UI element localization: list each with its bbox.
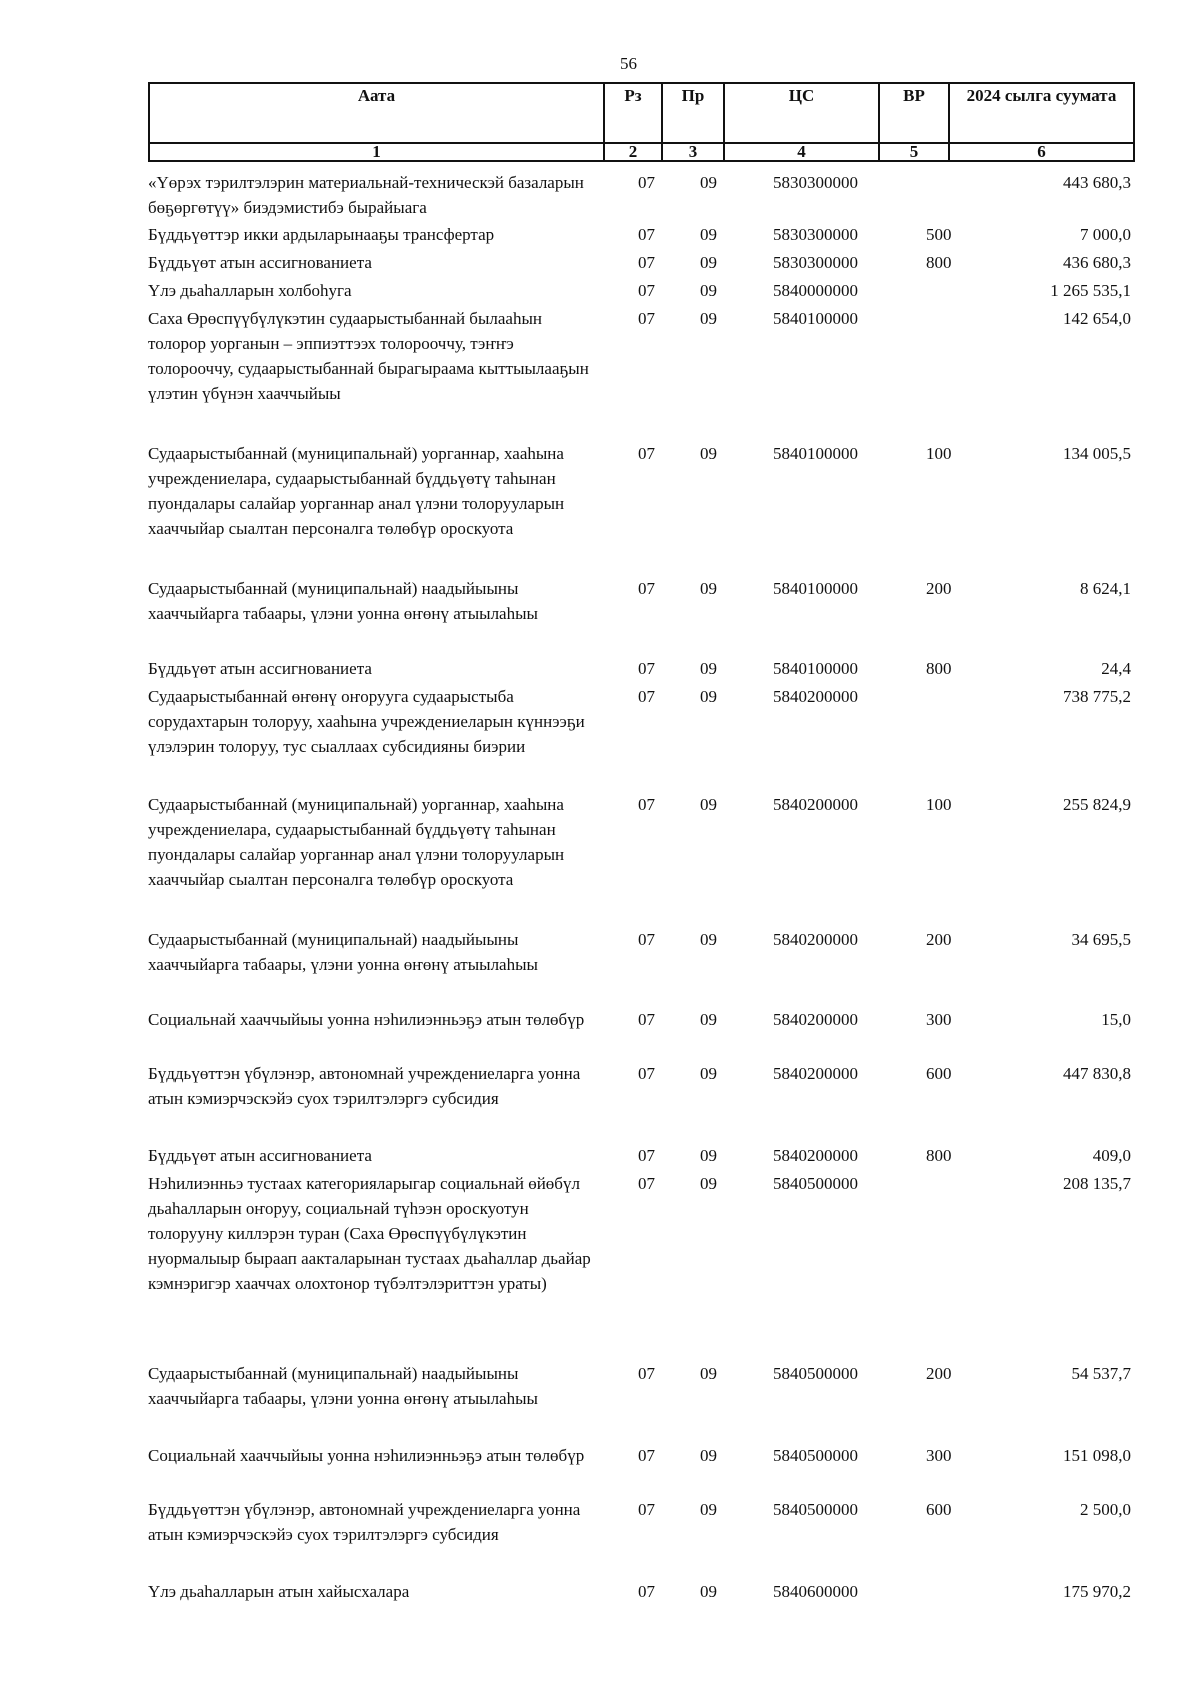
row-vr: 600 — [926, 1064, 952, 1083]
row-rz: 07 — [638, 1364, 655, 1383]
row-vr: 300 — [926, 1010, 952, 1029]
row-cs: 5840200000 — [773, 795, 858, 814]
row-name: Бүддьүөттэн үбүлэнэр, автономнай учреждениеларга уонна атын кэмиэрчэскэйэ суох тэрилтэлэргэ субсидия — [148, 1500, 581, 1544]
row-vr: 100 — [926, 795, 952, 814]
row-sum: 2 500,0 — [1080, 1500, 1131, 1519]
row-cs: 5840100000 — [773, 579, 858, 598]
row-pr: 09 — [700, 225, 717, 244]
row-rz: 07 — [638, 253, 655, 272]
header-num-6: 6 — [949, 143, 1134, 161]
row-vr: 800 — [926, 1146, 952, 1165]
row-cs: 5840200000 — [773, 1010, 858, 1029]
row-sum: 436 680,3 — [1063, 253, 1131, 272]
table-row — [148, 278, 1133, 306]
row-vr: 100 — [926, 444, 952, 463]
row-pr: 09 — [700, 659, 717, 678]
row-rz: 07 — [638, 173, 655, 192]
row-sum: 1 265 535,1 — [1050, 281, 1131, 300]
row-cs: 5830300000 — [773, 225, 858, 244]
row-rz: 07 — [638, 1010, 655, 1029]
row-vr: 200 — [926, 1364, 952, 1383]
row-name: Судаарыстыбаннай (муниципальнай) уорганнар, хааһына учреждениелара, судаарыстыбаннай бүддьүөтү таһынан пуондалары салайар уорганнар анал үлэни толорууларын хааччыйар сыалтан персоналга төлөбүр ороскуота — [148, 795, 565, 889]
header-num-4: 4 — [724, 143, 879, 161]
row-cs: 5840100000 — [773, 444, 858, 463]
row-vr: 800 — [926, 659, 952, 678]
row-rz: 07 — [638, 281, 655, 300]
row-name: Судаарыстыбаннай (муниципальнай) наадыйыыны хааччыйарга табаары, үлэни уонна өҥөнү атыылаһыы — [148, 579, 538, 623]
row-vr: 600 — [926, 1500, 952, 1519]
header-cs: ЦС — [724, 83, 879, 143]
row-rz: 07 — [638, 1446, 655, 1465]
row-name: Бүддьүөт атын ассигнованиета — [148, 659, 372, 678]
row-sum: 8 624,1 — [1080, 579, 1131, 598]
table-row — [148, 250, 1133, 278]
row-rz: 07 — [638, 1500, 655, 1519]
row-name: «Үөрэх тэрилтэлэрин материальнай-техническэй базаларын бөҕөргөтүү» биэдэмистибэ бырайыага — [148, 173, 584, 217]
table-row — [148, 1143, 1133, 1171]
row-name: Үлэ дьаһалларын холбоһуга — [148, 281, 352, 300]
header-sum: 2024 сылга суумата — [949, 83, 1134, 143]
row-pr: 09 — [700, 281, 717, 300]
table-row — [148, 222, 1133, 250]
row-cs: 5840200000 — [773, 1064, 858, 1083]
row-sum: 34 695,5 — [1071, 930, 1131, 949]
row-pr: 09 — [700, 1174, 717, 1193]
row-cs: 5840100000 — [773, 659, 858, 678]
row-cs: 5840500000 — [773, 1364, 858, 1383]
row-pr: 09 — [700, 1364, 717, 1383]
row-name: Судаарыстыбаннай (муниципальнай) наадыйыыны хааччыйарга табаары, үлэни уонна өҥөнү атыылаһыы — [148, 930, 538, 974]
row-cs: 5840000000 — [773, 281, 858, 300]
row-pr: 09 — [700, 444, 717, 463]
row-pr: 09 — [700, 1064, 717, 1083]
row-pr: 09 — [700, 930, 717, 949]
table-header — [148, 82, 1135, 162]
row-cs: 5840500000 — [773, 1174, 858, 1193]
row-pr: 09 — [700, 253, 717, 272]
header-num-3: 3 — [662, 143, 724, 161]
header-vr: ВР — [879, 83, 949, 143]
row-cs: 5840200000 — [773, 1146, 858, 1165]
table-row — [148, 1361, 1133, 1443]
table-row — [148, 792, 1133, 927]
row-pr: 09 — [700, 1446, 717, 1465]
table-row — [148, 1171, 1133, 1361]
row-sum: 15,0 — [1101, 1010, 1131, 1029]
table-row — [148, 684, 1133, 792]
table-row — [148, 170, 1133, 222]
row-cs: 5840500000 — [773, 1446, 858, 1465]
row-sum: 738 775,2 — [1063, 687, 1131, 706]
row-sum: 134 005,5 — [1063, 444, 1131, 463]
row-sum: 24,4 — [1101, 659, 1131, 678]
row-rz: 07 — [638, 1174, 655, 1193]
row-sum: 255 824,9 — [1063, 795, 1131, 814]
row-name: Социальнай хааччыйыы уонна нэһилиэнньэҕэ атын төлөбүр — [148, 1010, 585, 1029]
row-sum: 7 000,0 — [1080, 225, 1131, 244]
table-body — [148, 170, 1133, 1607]
table-row — [148, 1061, 1133, 1143]
row-pr: 09 — [700, 795, 717, 814]
row-rz: 07 — [638, 1582, 655, 1601]
row-vr: 200 — [926, 579, 952, 598]
row-pr: 09 — [700, 1582, 717, 1601]
row-vr: 800 — [926, 253, 952, 272]
header-num-5: 5 — [879, 143, 949, 161]
header-rz: Рз — [604, 83, 662, 143]
row-name: Судаарыстыбаннай (муниципальнай) наадыйыыны хааччыйарга табаары, үлэни уонна өҥөнү атыылаһыы — [148, 1364, 538, 1408]
row-rz: 07 — [638, 579, 655, 598]
row-vr: 500 — [926, 225, 952, 244]
row-name: Саха Өрөспүүбүлүкэтин судаарыстыбаннай былааһын толорор уорганын – эппиэттээх толорооччу, тэҥҥэ толорооччу, судаарыстыбаннай бырагыраама кыттыылааҕын үлэтин үбүнэн хааччыйыы — [148, 309, 589, 403]
row-name: Үлэ дьаһалларын атын хайысхалара — [148, 1582, 410, 1601]
table-row — [148, 927, 1133, 1007]
row-pr: 09 — [700, 1010, 717, 1029]
table-row — [148, 1007, 1133, 1061]
table-row — [148, 656, 1133, 684]
row-rz: 07 — [638, 1146, 655, 1165]
row-pr: 09 — [700, 579, 717, 598]
row-rz: 07 — [638, 225, 655, 244]
row-rz: 07 — [638, 930, 655, 949]
row-name: Бүддьүөттэр икки ардыларынааҕы трансфертар — [148, 225, 495, 244]
row-vr: 200 — [926, 930, 952, 949]
row-cs: 5840500000 — [773, 1500, 858, 1519]
row-sum: 443 680,3 — [1063, 173, 1131, 192]
row-name: Бүддьүөт атын ассигнованиета — [148, 253, 372, 272]
row-pr: 09 — [700, 687, 717, 706]
row-sum: 151 098,0 — [1063, 1446, 1131, 1465]
row-rz: 07 — [638, 687, 655, 706]
row-sum: 142 654,0 — [1063, 309, 1131, 328]
table-row — [148, 1443, 1133, 1497]
row-sum: 208 135,7 — [1063, 1174, 1131, 1193]
table-row — [148, 576, 1133, 656]
row-rz: 07 — [638, 795, 655, 814]
row-rz: 07 — [638, 1064, 655, 1083]
header-pr: Пр — [662, 83, 724, 143]
row-cs: 5840200000 — [773, 687, 858, 706]
row-vr: 300 — [926, 1446, 952, 1465]
row-rz: 07 — [638, 444, 655, 463]
row-name: Судаарыстыбаннай өҥөнү оҥорууга судаарыстыба сорудахтарын толоруу, хааһына учреждениеларын күннээҕи үлэлэрин толоруу, тус сыаллаах субсидияны биэрии — [148, 687, 585, 756]
page-number: 56 — [620, 54, 637, 73]
row-rz: 07 — [638, 309, 655, 328]
row-name: Бүддьүөт атын ассигнованиета — [148, 1146, 372, 1165]
header-num-1: 1 — [149, 143, 604, 161]
table-row — [148, 1579, 1133, 1607]
row-name: Бүддьүөттэн үбүлэнэр, автономнай учреждениеларга уонна атын кэмиэрчэскэйэ суох тэрилтэлэргэ субсидия — [148, 1064, 581, 1108]
table-row — [148, 1497, 1133, 1579]
header-name: Аата — [149, 83, 604, 143]
table-row — [148, 441, 1133, 576]
row-sum: 409,0 — [1092, 1146, 1131, 1165]
row-cs: 5840600000 — [773, 1582, 858, 1601]
row-name: Нэһилиэнньэ тустаах категорияларыгар социальнай өйөбүл дьаһалларын оҥоруу, социальнай түһээн ороскуотун толорууну киллэрэн туран (Саха Өрөспүүбүлүкэтин нуормалыыр быраап аакталарынан тустаах дьаһаллар дьайар кэмнэригэр хааччах олохтонор түбэлтэлэриттэн ураты) — [148, 1174, 591, 1293]
table-row — [148, 306, 1133, 441]
row-cs: 5830300000 — [773, 173, 858, 192]
row-pr: 09 — [700, 1500, 717, 1519]
row-pr: 09 — [700, 1146, 717, 1165]
row-cs: 5840200000 — [773, 930, 858, 949]
row-pr: 09 — [700, 309, 717, 328]
row-name: Социальнай хааччыйыы уонна нэһилиэнньэҕэ атын төлөбүр — [148, 1446, 585, 1465]
row-pr: 09 — [700, 173, 717, 192]
row-sum: 175 970,2 — [1063, 1582, 1131, 1601]
row-cs: 5830300000 — [773, 253, 858, 272]
row-sum: 447 830,8 — [1063, 1064, 1131, 1083]
header-num-2: 2 — [604, 143, 662, 161]
row-cs: 5840100000 — [773, 309, 858, 328]
row-rz: 07 — [638, 659, 655, 678]
row-sum: 54 537,7 — [1071, 1364, 1131, 1383]
row-name: Судаарыстыбаннай (муниципальнай) уорганнар, хааһына учреждениелара, судаарыстыбаннай бүддьүөтү таһынан пуондалары салайар уорганнар анал үлэни толорууларын хааччыйар сыалтан персоналга төлөбүр ороскуота — [148, 444, 565, 538]
